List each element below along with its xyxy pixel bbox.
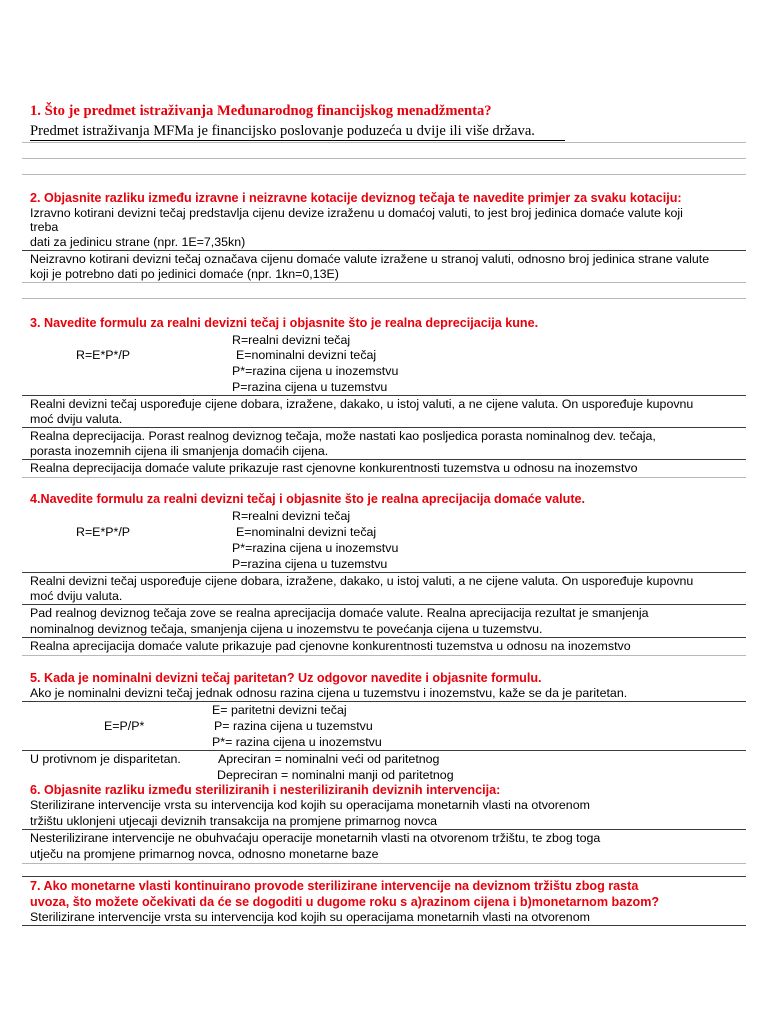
q5-legend-e: E= paritetni devizni tečaj [212,703,347,717]
q4-legend-p: P=razina cijena u tuzemstvu [232,557,388,571]
divider [22,250,746,251]
q2-line: Neizravno kotirani devizni tečaj označava cijenu domaće valute izražene u stranoj valuti, odnosno broj jedinica strane valute [30,252,710,266]
q4-title: 4.Navedite formulu za realni devizni tečaj i objasnite što je realna aprecijacija domaće valute. [30,492,586,506]
q5-title: 5. Kada je nominalni devizni tečaj paritetan? Uz odgovor navedite i objasnite formulu. [30,671,542,685]
q4-legend-pstar: P*=razina cijena u inozemstvu [232,541,399,555]
q3-line: Realna deprecijacija. Porast realnog deviznog tečaja, može nastati kao posljedica porasta nominalnog dev. tečaja, [30,429,656,443]
q5-legend-pstar: P*= razina cijena u inozemstvu [212,735,382,749]
q1-title: 1. Što je predmet istraživanja Međunarodnog financijskog menadžmenta? [30,103,492,119]
q6-line: Sterilizirane intervencije vrsta su intervencija kod kojih su operacijama monetarnih vlasti na otvorenom [30,798,590,812]
q3-legend-p: P=razina cijena u tuzemstvu [232,380,388,394]
q5-aprec: Apreciran = nominalni veći od paritetnog [218,752,440,766]
q2-line: Izravno kotirani devizni tečaj predstavlja cijenu devize izraženu u domaćoj valuti, to jest broj jedinica domaće valute koji [30,206,683,220]
divider [22,298,746,299]
q2-line: koji je potrebno dati po jedinici domaće (npr. 1kn=0,13E) [30,267,339,281]
q5-intro: Ako je nominalni devizni tečaj jednak odnosu razina cijena u tuzemstvu i inozemstvu, kaže se da je paritetan. [30,686,628,700]
divider [22,637,746,638]
q3-title: 3. Navedite formulu za realni devizni tečaj i objasnite što je realna deprecijacija kune. [30,316,539,330]
q5-deprec: Depreciran = nominalni manji od paritetnog [217,768,454,782]
divider [22,459,746,460]
q4-line: Realni devizni tečaj uspoređuje cijene dobara, izražene, dakako, u istoj valuti, a ne cijene valuta. On uspoređuje kupovnu [30,574,694,588]
q1-answer: Predmet istraživanja MFMa je financijsko poslovanje poduzeća u dvije ili više država. [30,123,535,139]
q6-line: tržištu uklonjeni utjecaji deviznih transakcija na promjene primarnog novca [30,814,438,828]
q4-line: Pad realnog deviznog tečaja zove se realna aprecijacija domaće valute. Realna aprecijacija rezultat je smanjenja [30,606,649,620]
q6-line: Nesterilizirane intervencije ne obuhvaćaju operacije monetarnih vlasti na otvorenom tržištu, te zbog toga [30,831,601,845]
q3-line: Realni devizni tečaj uspoređuje cijene dobara, izražene, dakako, u istoj valuti, a ne cijene valuta. On uspoređuje kupovnu [30,397,694,411]
divider [22,701,746,702]
q5-legend-p: P= razina cijena u tuzemstvu [214,719,373,733]
q7-line: Sterilizirane intervencije vrsta su intervencija kod kojih su operacijama monetarnih vlasti na otvorenom [30,910,590,924]
q1-underline [30,140,565,141]
q4-line: moć dviju valuta. [30,589,123,603]
q3-formula: R=E*P*/P [76,348,131,362]
divider [22,158,746,159]
divider [22,829,746,830]
q3-line: Realna deprecijacija domaće valute prikazuje rast cjenovne konkurentnosti tuzemstva u odnosu na inozemstvo [30,461,638,475]
divider [22,174,746,175]
divider [22,604,746,605]
q4-legend-e: E=nominalni devizni tečaj [236,525,377,539]
q2-line: treba [30,220,59,234]
q4-legend-r: R=realni devizni tečaj [232,509,351,523]
divider [22,750,746,751]
divider [22,142,746,143]
q7-title: 7. Ako monetarne vlasti kontinuirano provode sterilizirane intervencije na deviznom tržištu zbog rasta [30,879,639,893]
q4-formula: R=E*P*/P [76,525,131,539]
q3-legend-r: R=realni devizni tečaj [232,333,351,347]
q4-line: Realna aprecijacija domaće valute prikazuje pad cjenovne konkurentnosti tuzemstva u odnosu na inozemstvo [30,639,631,653]
q5-formula: E=P/P* [104,719,145,733]
divider [22,477,746,478]
q3-legend-pstar: P*=razina cijena u inozemstvu [232,364,399,378]
divider [22,863,746,864]
q3-line: porasta inozemnih cijena ili smanjenja domaćih cijena. [30,444,329,458]
divider [22,572,746,573]
q4-line: nominalnog deviznog tečaja, smanjenja cijena u inozemstvu te povećanja cijena u tuzemstvu. [30,622,543,636]
q5-dispar: U protivnom je disparitetan. [30,752,181,766]
q2-title: 2. Objasnite razliku između izravne i neizravne kotacije deviznog tečaja te navedite primjer za svaku kotaciju: [30,191,682,205]
q3-legend-e: E=nominalni devizni tečaj [236,348,377,362]
divider [22,395,746,396]
divider [22,282,746,283]
divider [22,427,746,428]
q6-line: utječu na promjene primarnog novca, odnosno monetarne baze [30,847,379,861]
q3-line: moć dviju valuta. [30,412,123,426]
divider [22,876,746,877]
divider [22,655,746,656]
q7-title: uvoza, što možete očekivati da će se dogoditi u dugome roku s a)razinom cijena i b)monetarnom bazom? [30,895,660,909]
divider [22,925,746,926]
q6-title: 6. Objasnite razliku između steriliziranih i nesteriliziranih deviznih intervencija: [30,783,501,797]
q2-line: dati za jedinicu strane (npr. 1E=7,35kn) [30,235,246,249]
